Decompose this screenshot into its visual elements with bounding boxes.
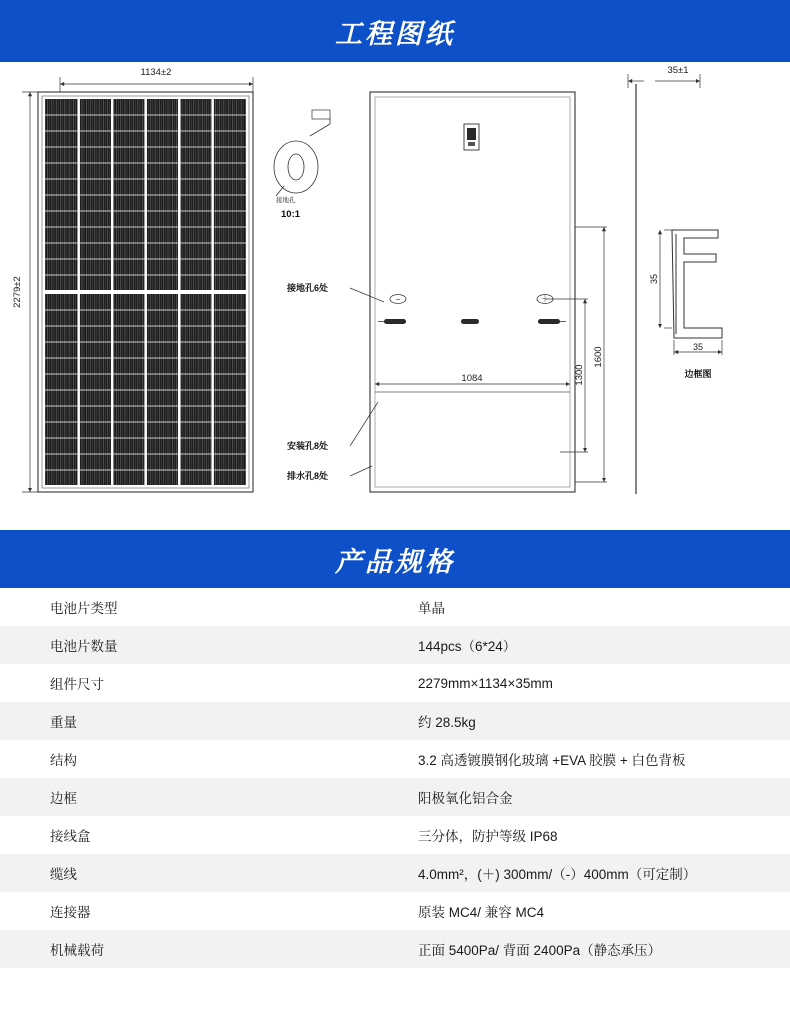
dim-1084-label: 1084: [461, 373, 483, 384]
spec-label: 连接器: [50, 905, 91, 920]
spec-value: 三分体，防护等级 IP68: [418, 829, 558, 844]
spec-label: 组件尺寸: [50, 677, 104, 692]
spec-value: 单晶: [418, 601, 445, 616]
table-row: [0, 816, 790, 854]
table-row: [0, 702, 790, 740]
specification-table-body: [0, 588, 790, 968]
spec-value: 阳极氧化铝合金: [418, 791, 513, 806]
specification-table: [0, 588, 790, 968]
spec-section-banner: [0, 530, 790, 588]
spec-value: 4.0mm²，(＋) 300mm/（-）400mm（可定制）: [418, 867, 697, 882]
detail-note-label: 接地孔: [276, 197, 296, 204]
drawing-section-banner: [0, 0, 790, 62]
spec-value: 3.2 高透镀膜钢化玻璃 +EVA 胶膜 + 白色背板: [418, 753, 686, 768]
dim-thickness-label: 35±1: [667, 65, 689, 76]
table-row: [0, 588, 790, 626]
table-row: [0, 930, 790, 968]
spec-value: 约 28.5kg: [418, 715, 476, 730]
table-row: [0, 892, 790, 930]
detail-scale-label: 10:1: [281, 209, 301, 220]
label-mount-holes: 安装孔8处: [287, 441, 329, 451]
spec-value: 正面 5400Pa/ 背面 2400Pa（静态承压）: [418, 943, 662, 958]
table-row: [0, 854, 790, 892]
spec-value: 144pcs（6*24）: [418, 639, 517, 654]
table-row: [0, 626, 790, 664]
frame-dim-horizontal: 35: [692, 342, 704, 352]
spec-label: 电池片类型: [50, 601, 118, 616]
spec-value: 原装 MC4/ 兼容 MC4: [418, 905, 545, 920]
spec-label: 边框: [50, 791, 77, 806]
dim-1300-label: 1300: [574, 364, 585, 386]
table-row: [0, 664, 790, 702]
spec-value: 2279mm×1134×35mm: [418, 675, 553, 691]
label-drain-holes: 排水孔8处: [287, 471, 329, 481]
spec-label: 结构: [50, 753, 77, 768]
spec-label: 缆线: [50, 867, 77, 882]
svg-text:−: −: [395, 295, 401, 304]
frame-caption: 边框图: [684, 369, 712, 379]
dim-width-label: 1134±2: [140, 67, 172, 78]
svg-text:＋: ＋: [540, 294, 550, 304]
spec-label: 电池片数量: [50, 639, 118, 654]
spec-label: 机械载荷: [50, 943, 104, 958]
spec-section-title: 产品规格: [335, 546, 455, 577]
dim-height-label: 2279±2: [12, 276, 23, 308]
spec-label: 接线盒: [50, 829, 91, 844]
spec-label: 重量: [50, 715, 77, 730]
engineering-drawing: [0, 62, 790, 530]
frame-dim-vertical: 35: [649, 273, 659, 285]
label-ground-holes: 接地孔6处: [287, 283, 329, 293]
drawing-section-title: 工程图纸: [335, 18, 455, 49]
table-row: [0, 778, 790, 816]
dim-1600-label: 1600: [593, 346, 604, 368]
table-row: [0, 740, 790, 778]
